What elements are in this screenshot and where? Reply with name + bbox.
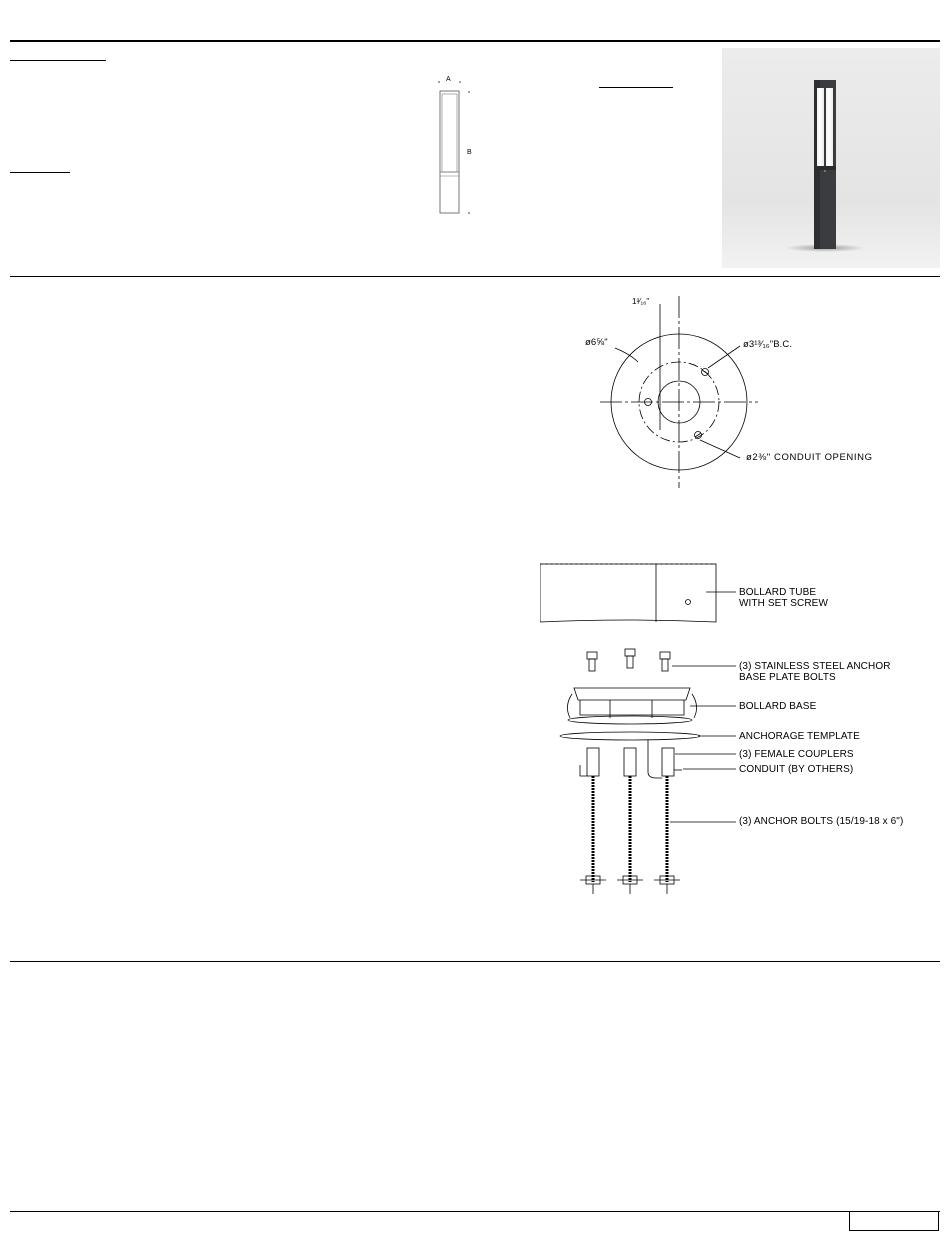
callout-anchor-base-plate-bolts: (3) STAINLESS STEEL ANCHOR BASE PLATE BOLTS (739, 661, 891, 683)
assembly-drawing (540, 560, 740, 900)
outer-diameter-label: ø6⅝" (585, 337, 608, 348)
dimension-b-label: B (467, 149, 472, 156)
bolt-circle-label: ø3¹³⁄₁₆"B.C. (743, 339, 793, 350)
top-rule (10, 40, 940, 42)
callout-anchorage-template: ANCHORAGE TEMPLATE (739, 731, 860, 742)
offset-dimension: 1³⁄₁₆" (632, 297, 650, 306)
conduit-opening-label: ø2⅜" CONDUIT OPENING (746, 452, 873, 463)
heading-underline-3 (599, 87, 673, 88)
heading-underline-1 (10, 60, 106, 61)
callout-conduit: CONDUIT (BY OTHERS) (739, 764, 854, 775)
page-number-box (849, 1211, 939, 1231)
section-rule-1 (10, 276, 940, 277)
callout-female-couplers: (3) FEMALE COUPLERS (739, 749, 854, 760)
section-rule-2 (10, 961, 940, 962)
base-plate-bolts (587, 649, 670, 671)
bollard-image (722, 48, 940, 268)
footer-rule (10, 1211, 940, 1212)
callout-bollard-base: BOLLARD BASE (739, 701, 817, 712)
dimension-a-label: A (446, 76, 451, 83)
dimension-sketch (430, 72, 480, 220)
callout-bollard-tube: BOLLARD TUBE WITH SET SCREW (739, 587, 828, 609)
heading-underline-2 (10, 172, 70, 173)
callout-anchor-bolts: (3) ANCHOR BOLTS (15/19-18 x 6") (739, 816, 904, 827)
product-photo (722, 48, 940, 268)
